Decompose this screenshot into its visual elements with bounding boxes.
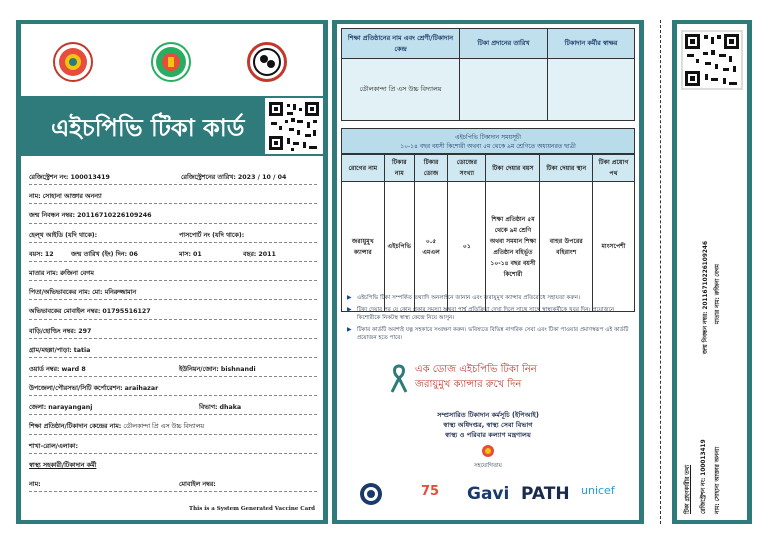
house-value: 297 <box>78 327 92 335</box>
id-row <box>29 224 317 243</box>
district-row <box>29 396 317 415</box>
instruction-note: ▶ টিকা দেয়ার পর যে কোন প্রকার সমস্যা অথবা পার্শ্ব প্রতিক্রিয়া দেখা দিলে সাথে সাথে স্বাস্থ্যকর্মীকে খবর দিন। প্রয়োজনে কিশোরীকে নিকটস্থ স্বাস্থ্য কেন্দ্রে নিয়ে আসুন। <box>347 306 631 323</box>
epi-logo <box>247 42 287 82</box>
system-generated-note: This is a System Generated Vaccine Card <box>189 506 315 512</box>
awareness-ribbon-icon <box>389 364 409 394</box>
instruction-note: ▶ এইচপিভি টিকা সম্পর্কিত তথ্যাদি অনলাইনে জানান এবং জরায়ুমুখ ক্যান্সার প্রতিরোধে সহায়তা করুন। <box>347 294 631 303</box>
stub-label: টিকা গ্রহণকারীর তথ্য <box>685 464 691 514</box>
name-label: নাম: <box>29 193 41 201</box>
year-label: বছর: <box>243 250 257 258</box>
schedule-cell: ০.৫ এমএল <box>414 182 447 312</box>
schedule-table <box>341 154 635 312</box>
union-value: bishnandi <box>220 365 256 373</box>
mis-logo <box>359 482 383 510</box>
schedule-row <box>342 182 635 312</box>
worker-mobile-label: মোবাইল নম্বর: <box>179 481 216 488</box>
class-row <box>29 435 317 454</box>
month-value: 01 <box>193 250 202 258</box>
upazila-label: উপজেলা/পৌরসভা/সিটি কর্পোরেশন: <box>29 385 123 393</box>
mother-row <box>29 262 317 281</box>
worker-heading-row <box>29 454 317 473</box>
schedule-cell: এইচপিভি <box>384 182 414 312</box>
schedule-column-headers <box>342 155 635 182</box>
registration-fields <box>29 166 317 492</box>
father-label: পিতা/অভিভাবকের নাম: <box>29 289 91 297</box>
ministry-logo <box>337 444 639 461</box>
stub-mother-name: মাতার নাম: রুজিনা বেগম <box>715 264 721 324</box>
schedule-cell: শিক্ষা প্রতিষ্ঠান ৫ম থেকে ৯ম শ্রেণি অথবা সমমান শিক্ষা প্রতিষ্ঠান বহির্ভূত ১০-১৪ বছর বয়সী কিশোরী <box>486 182 540 312</box>
schedule-col-header: টিকার নাম <box>384 155 414 182</box>
house-row <box>29 320 317 339</box>
village-label: গ্রাম/মহল্লা/পাড়া: <box>29 346 72 354</box>
unicef-logo: unicef <box>581 484 615 497</box>
schedule-cell: জরায়ুমুখ ক্যান্সার <box>342 182 385 312</box>
slogan-line-2: জরায়ুমুখ ক্যান্সার রুখে দিন <box>415 379 522 390</box>
division-label: বিভাগ: <box>199 404 218 412</box>
upazila-row <box>29 377 317 396</box>
schedule-subtitle: ১০-১৪ বছর বয়সী কিশোরী অথবা ৫ম থেকে ৯ম শ্রেণিতে অধ্যয়নরত ছাত্রী <box>400 143 576 150</box>
campaign-slogan <box>415 362 537 392</box>
reg-date-label: রেজিস্ট্রেশনের তারিখ: <box>181 174 236 181</box>
ward-value: ward 8 <box>61 365 86 373</box>
name-row <box>29 185 317 204</box>
district-value: narayanganj <box>48 404 93 412</box>
vaccine-card-back <box>332 20 644 524</box>
logo-row <box>21 38 323 88</box>
cut-line <box>660 20 661 524</box>
partner-logos <box>343 480 633 510</box>
class-label: শাখা-রোল/এলাকা: <box>29 442 79 450</box>
month-label: মাস: <box>179 250 192 258</box>
reg-date-value: 2023 / 10 / 04 <box>237 174 287 181</box>
age-value: 12 <box>44 250 54 258</box>
record-header-signature: টিকাদান কর্মীর স্বাক্ষর <box>548 29 635 59</box>
org-line-1: সম্প্রসারিত টিকাদান কর্মসূচি (ইপিআই) <box>437 411 539 419</box>
village-value: tatia <box>73 346 91 354</box>
org-line-2: স্বাস্থ্য অধিদপ্তর, স্বাস্থ্য সেবা বিভাগ <box>443 421 533 429</box>
reg-no-value: 100013419 <box>70 174 110 181</box>
schedule-col-header: টিকা প্রয়োগ পথ <box>593 155 635 182</box>
instruction-notes <box>347 294 631 346</box>
age-label: বয়স: <box>29 250 43 258</box>
year-value: 2011 <box>258 250 276 258</box>
worker-heading: স্বাস্থ্য সহকারী/টিকাদান কর্মী <box>29 461 97 469</box>
qr-code-front <box>265 98 323 154</box>
organisation-block <box>337 410 639 471</box>
house-label: বাড়ি/হোল্ডিং নম্বর: <box>29 327 77 335</box>
schedule-col-header: টিকার ডোজ <box>414 155 447 182</box>
passport-label: পাসপোর্ট নং (যদি থাকে): <box>179 231 245 239</box>
birth-reg-row <box>29 204 317 223</box>
village-row <box>29 339 317 358</box>
age-row <box>29 243 317 262</box>
reg-no-label: রেজিস্ট্রেশন নং: <box>29 174 69 181</box>
card-title-band <box>21 96 323 156</box>
ward-row <box>29 358 317 377</box>
schedule-header <box>341 128 635 154</box>
partner-label: সহযোগিতায় <box>474 463 502 469</box>
reg-row <box>29 166 317 185</box>
card-title: এইচপিভি টিকা কার্ড <box>51 114 245 142</box>
instruction-note: ▶ টিকার কার্ডটি অবশ্যই যত্ন সহকারে সংরক্ষণ করুন। ভবিষ্যতে বিভিন্ন নাগরিক সেবা এবং টিকা পাওয়ার প্রমাণস্বরূপ এই কার্ডটি প্রয়োজন হতে পারে। <box>347 326 631 343</box>
card-back-body <box>337 24 639 520</box>
guardian-mobile-value: 01795516127 <box>102 308 151 316</box>
schedule-col-header: রোগের নাম <box>342 155 385 182</box>
ward-label: ওয়ার্ড নম্বর: <box>29 365 60 373</box>
schedule-cell: মাংসপেশী <box>593 182 635 312</box>
record-header-institute: শিক্ষা প্রতিষ্ঠানের নাম এবং শ্রেণী/টিকাদান কেন্দ্র <box>342 29 460 59</box>
division-value: dhaka <box>219 404 242 412</box>
bangladesh-emblem-logo <box>151 42 191 82</box>
worker-row <box>29 473 317 492</box>
path-logo: PATH <box>521 484 570 504</box>
guardian-mobile-label: অভিভাবকের মোবাইল নম্বর: <box>29 308 101 316</box>
who-75-logo: 75 <box>421 484 440 499</box>
record-institute-cell: ডৌলকান্দা প্রি এস উচ্চ বিদ্যালয় <box>342 59 460 121</box>
name-value: সোহানা আক্তার অনন্যা <box>42 193 102 201</box>
schedule-cell: ০১ <box>448 182 486 312</box>
birth-reg-label: জন্ম নিবন্ধন নম্বর: <box>29 212 76 220</box>
institute-value: ডৌলকান্দা প্রি এস উচ্চ বিদ্যালয় <box>123 423 205 431</box>
health-id-label: হেল্থ আইডি (যদি থাকে): <box>29 231 98 239</box>
district-label: জেলা: <box>29 404 47 412</box>
upazila-value: araihazar <box>124 385 159 393</box>
institute-label: শিক্ষা প্রতিষ্ঠান/টিকাদান কেন্দ্রের নাম: <box>29 423 122 431</box>
father-row <box>29 281 317 300</box>
vaccine-card-stub <box>672 20 752 524</box>
record-signature-cell <box>548 59 635 121</box>
government-seal-logo <box>53 42 93 82</box>
record-header-date: টিকা প্রদানের তারিখ <box>460 29 548 59</box>
mother-label: মাতার নাম: <box>29 269 59 277</box>
stub-birth-reg: জন্ম নিবন্ধন নম্বর: 20116710226109246 <box>703 241 709 354</box>
schedule-col-header: টিকা দেয়ার বয়স <box>486 155 540 182</box>
union-label: ইউনিয়ন/জোন: <box>179 365 219 373</box>
gavi-logo: Gavi <box>467 484 510 504</box>
qr-code-stub <box>681 30 743 90</box>
card-front-body <box>21 24 323 520</box>
card-stub-body <box>677 24 747 520</box>
schedule-col-header: ডোজের সংখ্যা <box>448 155 486 182</box>
schedule-title: এইচপিভি টিকাদান সময়সূচী <box>455 134 521 141</box>
mother-value: রুজিনা বেগম <box>60 269 94 277</box>
guardian-mobile-row <box>29 300 317 319</box>
institute-row <box>29 415 317 434</box>
birth-reg-value: 20116710226109246 <box>77 212 152 220</box>
worker-name-label: নাম: <box>29 481 41 488</box>
stub-name: নাম: সোহানা আক্তার অনন্যা <box>715 446 721 514</box>
slogan-line-1: এক ডোজ এইচপিভি টিকা নিন <box>415 364 537 375</box>
dob-label: জন্ম তারিখ (ইং) দিন: <box>71 250 128 258</box>
record-date-cell <box>460 59 548 121</box>
stub-reg-no: রেজিস্ট্রেশন নং: 100013419 <box>701 439 707 514</box>
schedule-cell: বাহুর উপরের বহিরাংশ <box>540 182 593 312</box>
vaccination-record-table <box>341 28 635 121</box>
schedule-col-header: টিকা দেয়ার স্থান <box>540 155 593 182</box>
org-line-3: স্বাস্থ্য ও পরিবার কল্যাণ মন্ত্রণালয় <box>445 431 531 439</box>
vaccine-card-front <box>16 20 328 524</box>
dob-day-value: 06 <box>129 250 138 258</box>
father-value: মো: মনিরুজ্জামান <box>92 289 137 297</box>
